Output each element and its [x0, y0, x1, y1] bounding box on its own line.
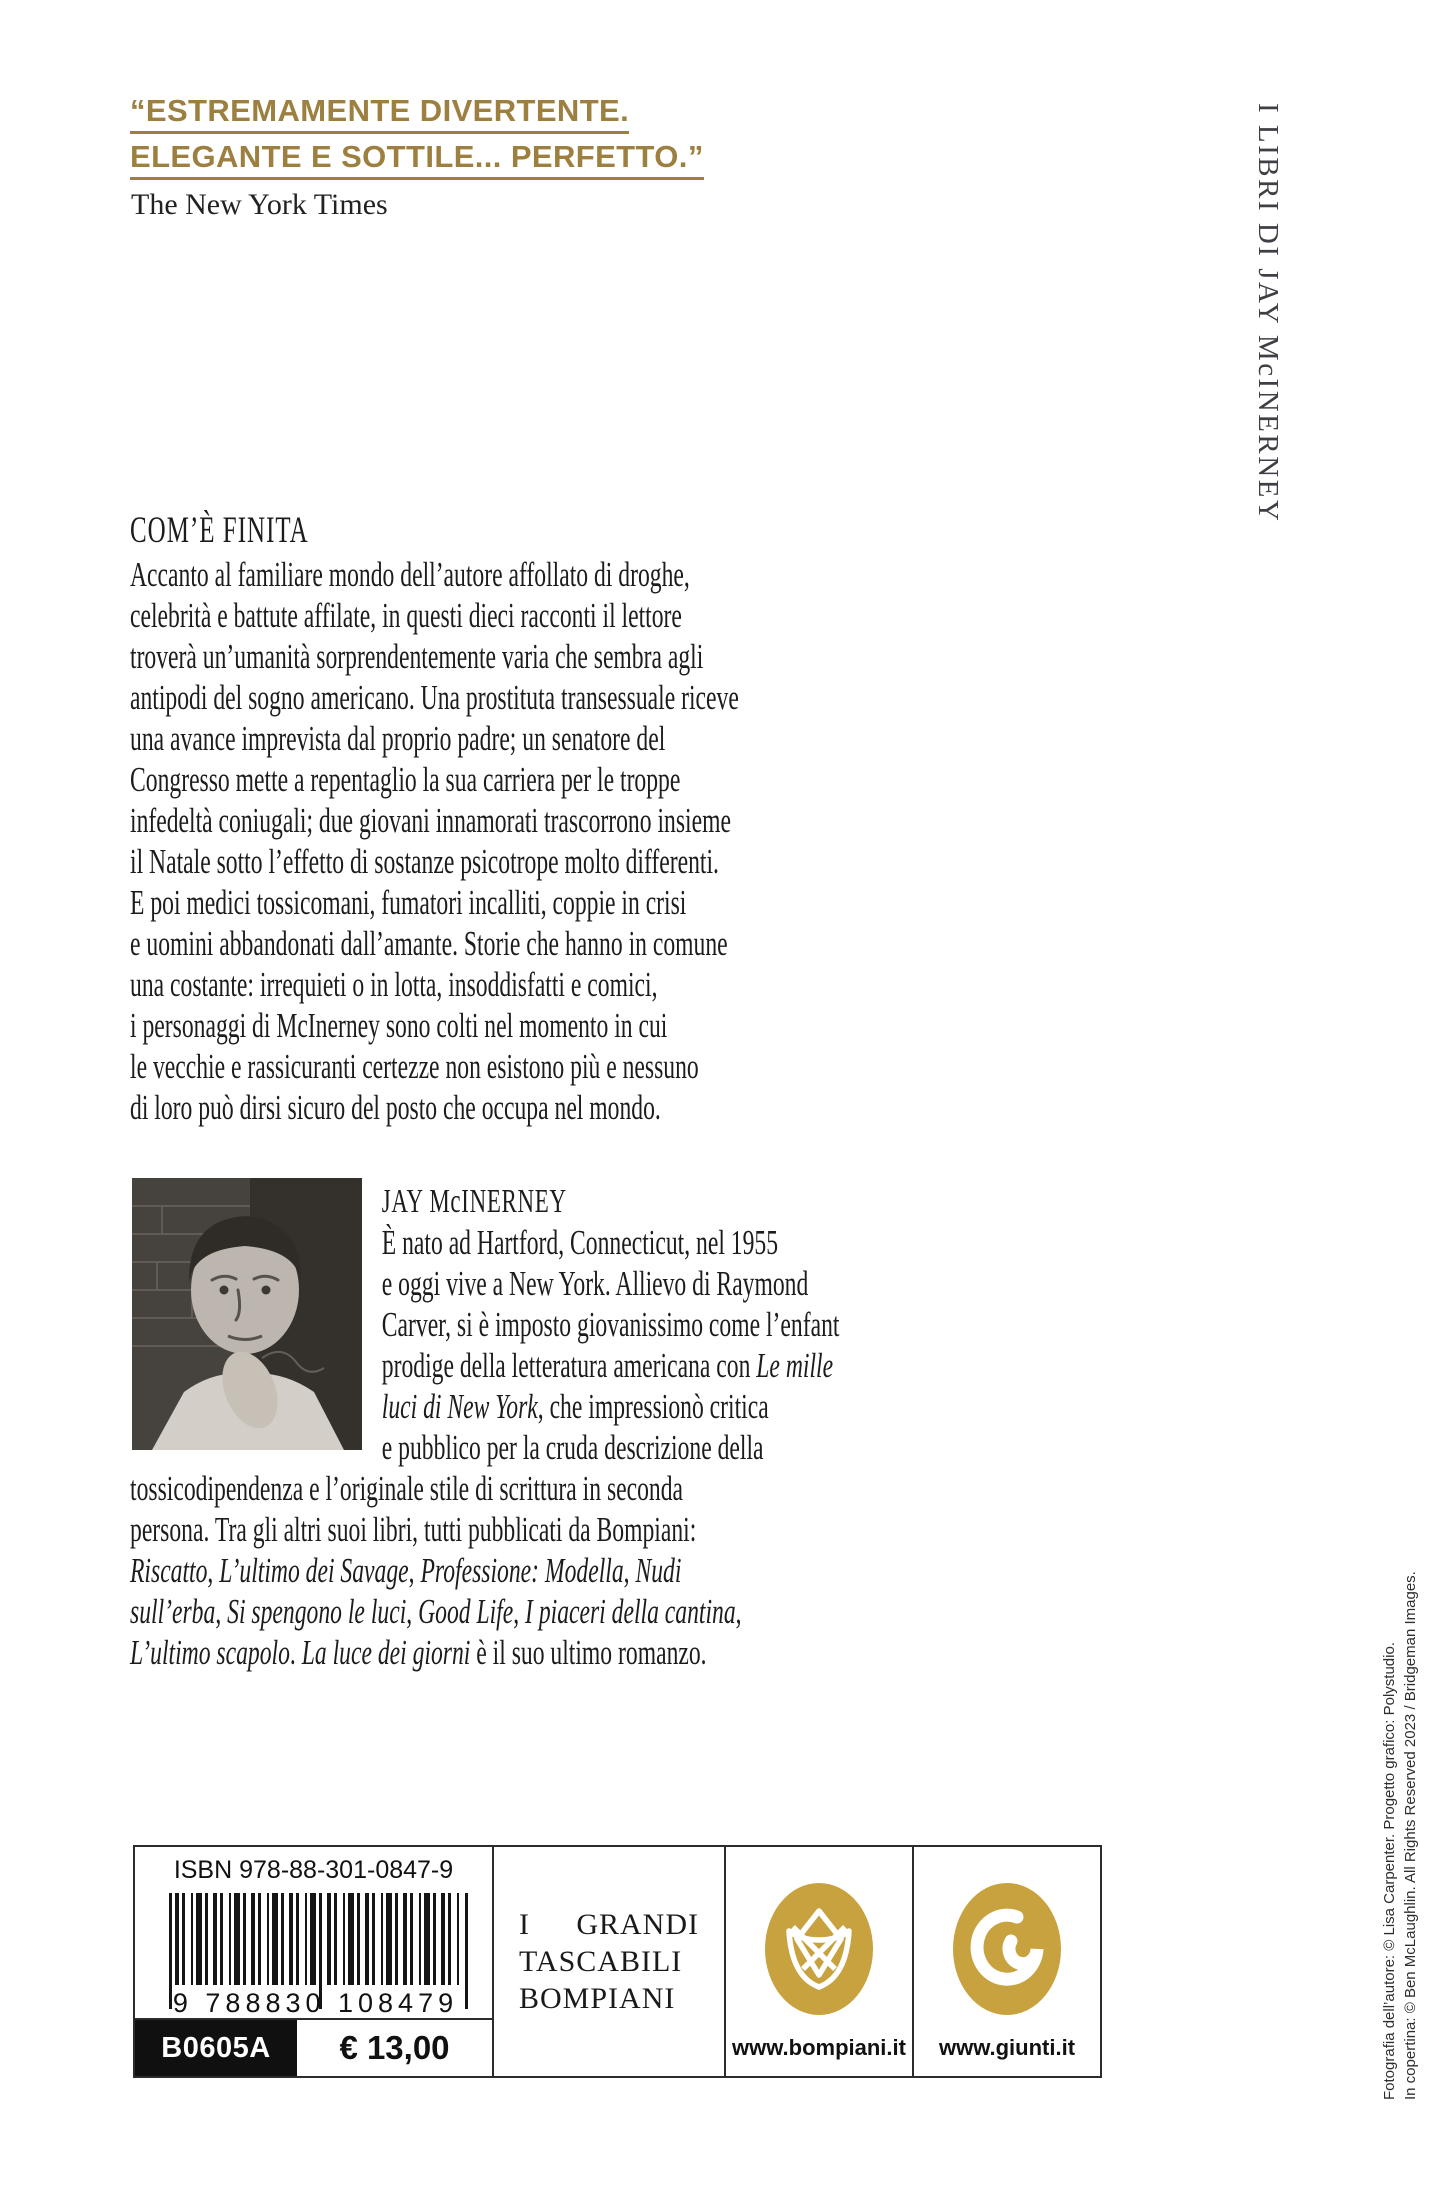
review-quote-line1: “ESTREMAMENTE DIVERTENTE.	[130, 95, 629, 134]
product-code: B0605A	[135, 2020, 297, 2076]
giunti-cell	[912, 1847, 1100, 2076]
series-spine-label: I LIBRI DI JAY McINERNEY	[1252, 103, 1284, 524]
bio-line: Carver, si è imposto giovanissimo come l’enfant	[381, 1305, 840, 1344]
bio-line: prodige della letteratura americana con Le mille	[381, 1346, 834, 1385]
bompiani-url: www.bompiani.it	[732, 2035, 906, 2060]
review-quote-line2: ELEGANTE E SOTTILE... PERFETTO.”	[130, 141, 704, 180]
series-line: I GRANDI	[519, 1908, 699, 1941]
author-bio-section	[130, 1181, 873, 1673]
credit-photo-line: Fotografia dell’autore: © Lisa Carpenter. Progetto grafico: Polystudio.	[1381, 1642, 1398, 2100]
bio-line: persona. Tra gli altri suoi libri, tutti pubblicati da Bompiani:	[130, 1510, 697, 1549]
bio-line: e oggi vive a New York. Allievo di Raymond	[381, 1264, 809, 1303]
price: € 13,00	[339, 2029, 450, 2066]
bompiani-cell	[724, 1847, 912, 2076]
bio-line: tossicodipendenza e l’originale stile di scrittura in seconda	[130, 1469, 684, 1508]
synopsis-line: Accanto al familiare mondo dell’autore affollato di droghe,	[130, 555, 690, 594]
author-name-heading: JAY McINERNEY	[381, 1183, 567, 1220]
bio-line: luci di New York, che impressionò critica	[381, 1387, 769, 1426]
cover-credits	[1379, 1571, 1421, 2100]
barcode-digits: 9 788830 108479	[172, 1988, 459, 2018]
bompiani-flower-icon	[765, 1883, 873, 2020]
isbn-label: ISBN 978-88-301-0847-9	[173, 1856, 454, 1884]
synopsis-line: troverà un’umanità sorprendentemente varia che sembra agli	[130, 637, 704, 676]
ean-barcode	[175, 1893, 462, 1985]
synopsis-line: i personaggi di McInerney sono colti nel momento in cui	[130, 1006, 668, 1045]
isbn-cell	[135, 1847, 492, 2076]
synopsis-line: celebrità e battute affilate, in questi dieci racconti il lettore	[130, 596, 682, 635]
synopsis-line: le vecchie e rassicuranti certezze non esistono più e nessuno	[130, 1047, 699, 1086]
bio-line: Riscatto, L’ultimo dei Savage, Professione: Modella, Nudi	[130, 1551, 682, 1590]
giunti-spiral-icon	[953, 1883, 1061, 2020]
review-quote	[130, 95, 704, 187]
series-line: BOMPIANI	[519, 1982, 676, 2015]
synopsis-line: il Natale sotto l’effetto di sostanze psicotrope molto differenti.	[130, 842, 719, 881]
synopsis-line: una costante: irrequieti o in lotta, insoddisfatti e comici,	[130, 965, 658, 1004]
synopsis-line: di loro può dirsi sicuro del posto che occupa nel mondo.	[130, 1088, 661, 1127]
bio-line: sull’erba, Si spengono le luci, Good Life, I piaceri della cantina,	[130, 1592, 742, 1631]
series-cell	[492, 1847, 724, 2076]
synopsis-line: E poi medici tossicomani, fumatori incalliti, coppie in crisi	[130, 883, 687, 922]
colophon-bar	[133, 1845, 1102, 2078]
synopsis-section	[130, 510, 873, 1128]
review-source: The New York Times	[131, 188, 388, 221]
price-row	[135, 2018, 492, 2076]
synopsis-line: antipodi del sogno americano. Una prostituta transessuale riceve	[130, 678, 739, 717]
synopsis-line: e uomini abbandonati dall’amante. Storie che hanno in comune	[130, 924, 728, 963]
bio-line: È nato ad Hartford, Connecticut, nel 1955	[381, 1223, 779, 1262]
giunti-url: www.giunti.it	[938, 2035, 1076, 2060]
synopsis-line: una avance imprevista dal proprio padre; un senatore del	[130, 719, 666, 758]
series-line: TASCABILI	[519, 1945, 683, 1978]
book-title: COM’È FINITA	[130, 510, 309, 551]
bio-line: e pubblico per la cruda descrizione della	[381, 1428, 764, 1467]
credit-cover-line: In copertina: © Ben McLaughlin. All Rights Reserved 2023 / Bridgeman Images.	[1402, 1571, 1419, 2100]
synopsis-line: infedeltà coniugali; due giovani innamorati trascorrono insieme	[130, 801, 731, 840]
synopsis-line: Congresso mette a repentaglio la sua carriera per le troppe	[130, 760, 681, 799]
bio-line: L’ultimo scapolo. La luce dei giorni è il suo ultimo romanzo.	[130, 1633, 707, 1672]
series-name	[519, 1906, 699, 2017]
